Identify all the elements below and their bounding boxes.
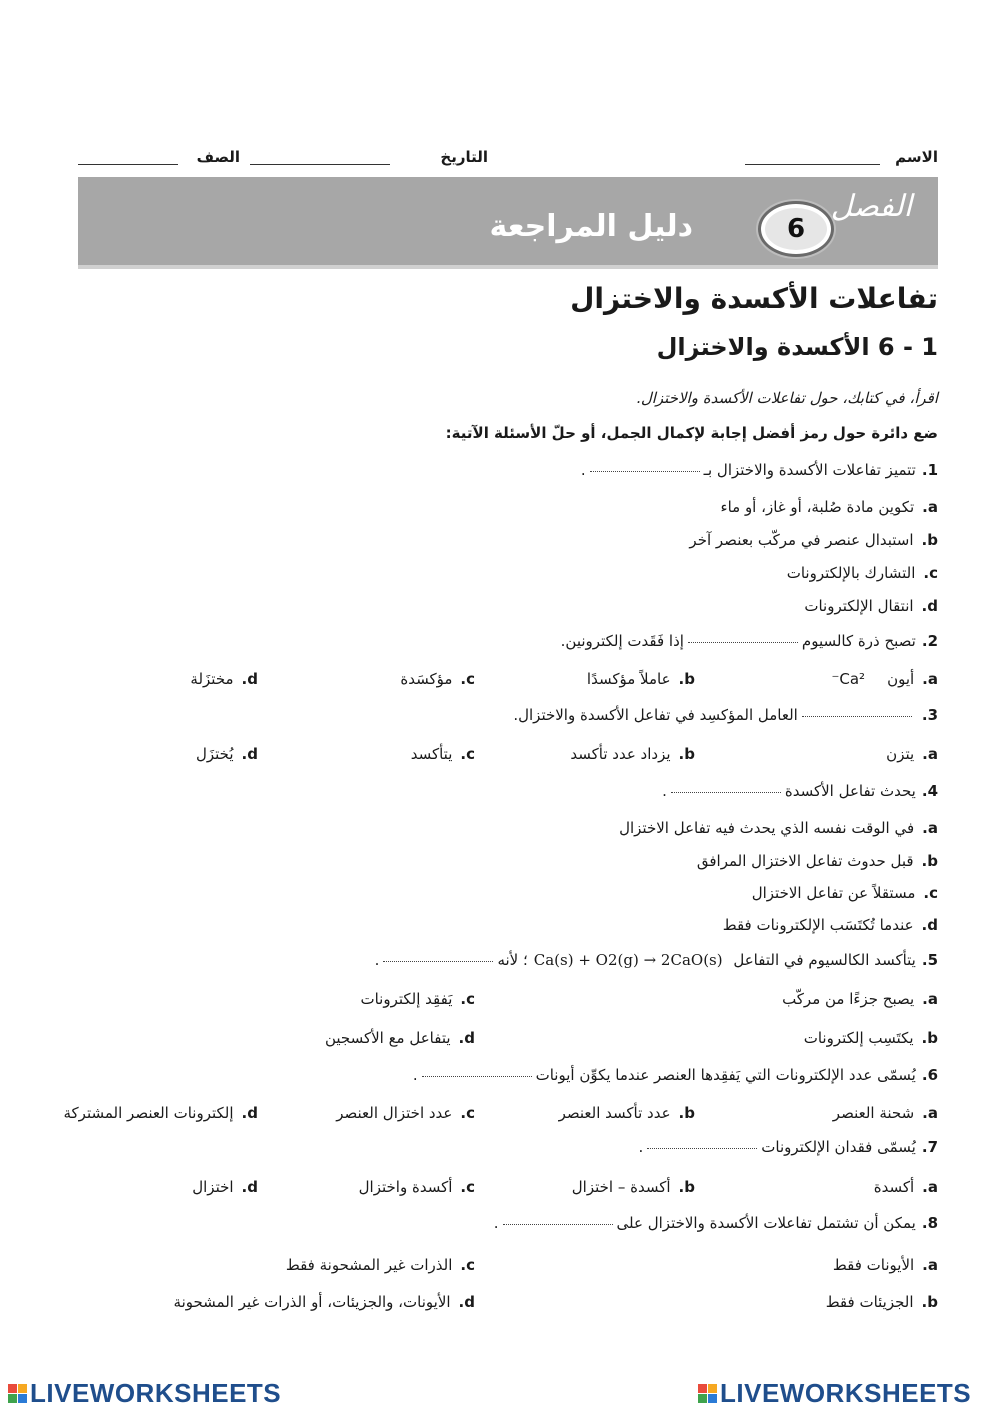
q8-option-a[interactable]: a.الأيونات فقط (832, 1256, 938, 1274)
ion-formula: Ca²⁻ (831, 670, 866, 688)
question-5: 5.يتأكسد الكالسيوم في التفاعل Ca(s) + O2(g) → 2CaO(s)؛ لأنه. (374, 951, 938, 969)
q6-option-c[interactable]: c.عدد اختزال العنصر (336, 1104, 475, 1122)
q2-option-d[interactable]: d.مختزَلة (190, 670, 258, 688)
q8-option-c[interactable]: c.الذرات غير المشحونة فقط (285, 1256, 475, 1274)
logo-mark-icon (698, 1384, 717, 1403)
answer-blank[interactable] (671, 791, 781, 793)
date-blank[interactable] (250, 163, 390, 165)
question-2: 2.تصبح ذرة كالسيومإذا فَقَدت إلكترونين. (560, 632, 938, 650)
class-label: الصف (196, 148, 240, 166)
q8-option-b[interactable]: b.الجزيئات فقط (825, 1293, 938, 1311)
liveworksheets-logo-right: LIVEWORKSHEETS (698, 1378, 971, 1409)
chapter-banner (78, 177, 938, 269)
question-6: 6.يُسمّى عدد الإلكترونات التي يَفقِدها العنصر عندما يكوِّن أيونات. (412, 1066, 938, 1084)
question-4: 4.يحدث تفاعل الأكسدة. (662, 782, 938, 800)
q5-option-b[interactable]: b.يكتَسِب إلكترونات (803, 1029, 938, 1047)
q1-option-c[interactable]: c.التشارك بالإلكترونات (786, 564, 938, 582)
question-1 (581, 461, 938, 479)
answer-blank[interactable] (802, 715, 912, 717)
name-label: الاسم (895, 148, 938, 166)
q7-option-c[interactable]: c.أكسدة واختزال (358, 1178, 475, 1196)
q7-option-a[interactable]: a.أكسدة (873, 1178, 938, 1196)
class-blank[interactable] (78, 163, 178, 165)
logo-mark-icon (8, 1384, 27, 1403)
q4-option-c[interactable]: c.مستقلاً عن تفاعل الاختزال (751, 884, 938, 902)
question-number: 1. (921, 461, 938, 479)
main-instruction: ضع دائرة حول رمز أفضل إجابة لإكمال الجمل، أو حلّ الأسئلة الآتية: (445, 424, 938, 442)
question-3: 3.العامل المؤكسِد في تفاعل الأكسدة والاختزال. (513, 706, 938, 724)
q4-option-b[interactable]: b.قبل حدوث تفاعل الاختزال المرافق (696, 852, 938, 870)
question-7: 7.يُسمّى فقدان الإلكترونات. (638, 1138, 938, 1156)
q4-option-a[interactable]: a.في الوقت نفسه الذي يحدث فيه تفاعل الاختزال (619, 819, 938, 837)
q3-option-c[interactable]: c.يتأكسد (410, 745, 475, 763)
q2-option-c[interactable]: c.مؤكسَدة (400, 670, 475, 688)
answer-blank[interactable] (688, 641, 798, 643)
chapter-word: الفصل (830, 189, 912, 224)
q2-option-a[interactable]: a.أيونCa²⁻ (831, 670, 938, 688)
answer-blank[interactable] (422, 1075, 532, 1077)
q5-option-c[interactable]: c.يَفقِد إلكترونات (360, 990, 475, 1008)
q5-option-d[interactable]: d.يتفاعل مع الأكسجين (324, 1029, 475, 1047)
chapter-number-badge: 6 (758, 201, 834, 257)
answer-blank[interactable] (383, 960, 493, 962)
read-instruction: اقرأ، في كتابك، حول تفاعلات الأكسدة والاختزال. (636, 389, 938, 407)
q7-option-b[interactable]: b.أكسدة – اختزال (571, 1178, 695, 1196)
q2-option-b[interactable]: b.عاملاً مؤكسدًا (586, 670, 695, 688)
q8-option-d[interactable]: d.الأيونات، والجزيئات، أو الذرات غير المشحونة (173, 1293, 475, 1311)
question-text: تتميز تفاعلات الأكسدة والاختزال بـ (703, 461, 916, 479)
date-label: التاريخ (440, 148, 488, 166)
section-title: 1 - 6 الأكسدة والاختزال (656, 333, 938, 361)
q3-option-b[interactable]: b.يزداد عدد تأكسد (570, 745, 695, 763)
q4-option-d[interactable]: d.عندما تُكتَسَب الإلكترونات فقط (722, 916, 938, 934)
q7-option-d[interactable]: d.اختزال (192, 1178, 258, 1196)
q6-option-a[interactable]: a.شحنة العنصر (832, 1104, 938, 1122)
q3-option-d[interactable]: d.يُختزَل (195, 745, 258, 763)
q1-option-d[interactable]: d.انتقال الإلكترونات (804, 597, 938, 615)
q6-option-d[interactable]: d.إلكترونات العنصر المشتركة (63, 1104, 258, 1122)
answer-blank[interactable] (503, 1223, 613, 1225)
answer-blank[interactable] (590, 470, 700, 472)
reaction-equation: Ca(s) + O2(g) → 2CaO(s) (533, 951, 723, 969)
unit-title: تفاعلات الأكسدة والاختزال (570, 282, 938, 315)
review-guide-title: دليل المراجعة (489, 209, 693, 244)
answer-blank[interactable] (647, 1147, 757, 1149)
liveworksheets-logo-left: LIVEWORKSHEETS (8, 1378, 281, 1409)
q5-option-a[interactable]: a.يصبح جزءًا من مركّب (782, 990, 938, 1008)
q1-option-b[interactable]: b.استبدال عنصر في مركّب بعنصر آخر (689, 531, 938, 549)
question-end: . (580, 461, 586, 479)
q1-option-a[interactable]: a.تكوين مادة صُلبة، أو غاز، أو ماء (720, 498, 938, 516)
question-8: 8.يمكن أن تشتمل تفاعلات الأكسدة والاختزال على. (493, 1214, 938, 1232)
name-blank[interactable] (745, 163, 880, 165)
q3-option-a[interactable]: a.يتزن (886, 745, 938, 763)
q6-option-b[interactable]: b.عدد تأكسد العنصر (558, 1104, 695, 1122)
